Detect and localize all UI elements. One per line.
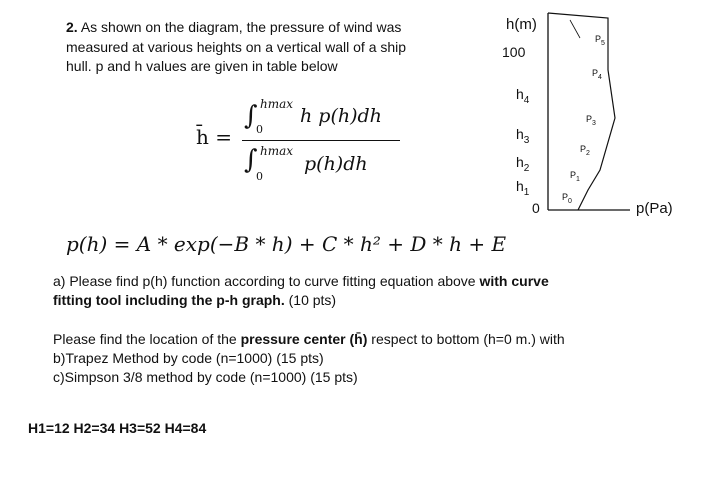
formula-lhs: h̄ = <box>196 125 232 149</box>
denominator-integrand: p(h)dh <box>304 153 368 175</box>
height-label-h3: $h_3$ <box>516 126 530 146</box>
pressure-label-p2: $P_2$ <box>580 144 590 157</box>
height-label-h2: $h_2$ <box>516 154 530 174</box>
denominator-lower-limit: 0 <box>256 170 263 183</box>
part-a-line-2 <box>53 291 653 310</box>
denominator-integral-sign: ∫ <box>244 145 258 175</box>
pressure-diagram <box>480 10 705 225</box>
part-a-line-1 <box>53 272 653 291</box>
problem-intro-line-1 <box>66 18 446 38</box>
origin-label: 0 <box>532 200 540 216</box>
center-suffix: respect to bottom (h=0 m.) with <box>367 331 565 347</box>
problem-intro-line-2: measured at various heights on a vertical wall of a ship <box>66 38 407 55</box>
fraction-bar <box>242 140 400 141</box>
height-label-h4: $h_4$ <box>516 86 530 106</box>
center-bold: pressure center (h̄) <box>240 331 368 347</box>
part-c: c)Simpson 3/8 method by code (n=1000) (15 pts) <box>53 369 358 385</box>
leader-p5 <box>570 20 580 38</box>
intro-line-1-text: As shown on the diagram, the pressure of wind was <box>80 19 402 35</box>
heights-values: H1=12 H2=34 H3=52 H4=84 <box>28 420 207 436</box>
part-b: b)Trapez Method by code (n=1000) (15 pts) <box>53 350 324 366</box>
numerator-upper-limit: hmax <box>260 97 294 111</box>
part-a-points: (10 pts) <box>284 292 337 308</box>
denominator-upper-limit: hmax <box>260 144 294 158</box>
center-question <box>53 330 653 349</box>
part-a-bold-1: with curve <box>479 273 549 289</box>
x-axis-label: p(Pa) <box>636 200 673 217</box>
pressure-label-p4: $P_4$ <box>592 68 602 81</box>
pressure-label-p0: $P_0$ <box>562 192 572 205</box>
center-prefix: Please find the location of the <box>53 331 241 347</box>
pressure-label-p1: $P_1$ <box>570 170 580 183</box>
curve-fit-equation: p(h) = A * exp(−B * h) + C * h² + D * h + E <box>66 232 507 256</box>
part-a-bold-2: fitting tool including the p-h graph. <box>53 292 285 308</box>
numerator-integrand: h p(h)dh <box>300 105 382 127</box>
y-axis-label: h(m) <box>506 16 537 33</box>
y-top-value: 100 <box>502 44 526 60</box>
numerator-lower-limit: 0 <box>256 123 263 136</box>
part-a-text: a) Please find p(h) function according to curve fitting equation above <box>53 273 480 289</box>
pressure-center-formula <box>196 95 416 195</box>
problem-intro <box>66 18 446 77</box>
pressure-label-p3: $P_3$ <box>586 114 596 127</box>
problem-number: 2. <box>66 19 78 35</box>
pressure-label-p5: $P_5$ <box>595 34 605 47</box>
problem-intro-line-3: hull. p and h values are given in table below <box>66 58 338 74</box>
numerator-integral-sign: ∫ <box>244 101 258 131</box>
height-label-h1: $h_1$ <box>516 178 530 198</box>
